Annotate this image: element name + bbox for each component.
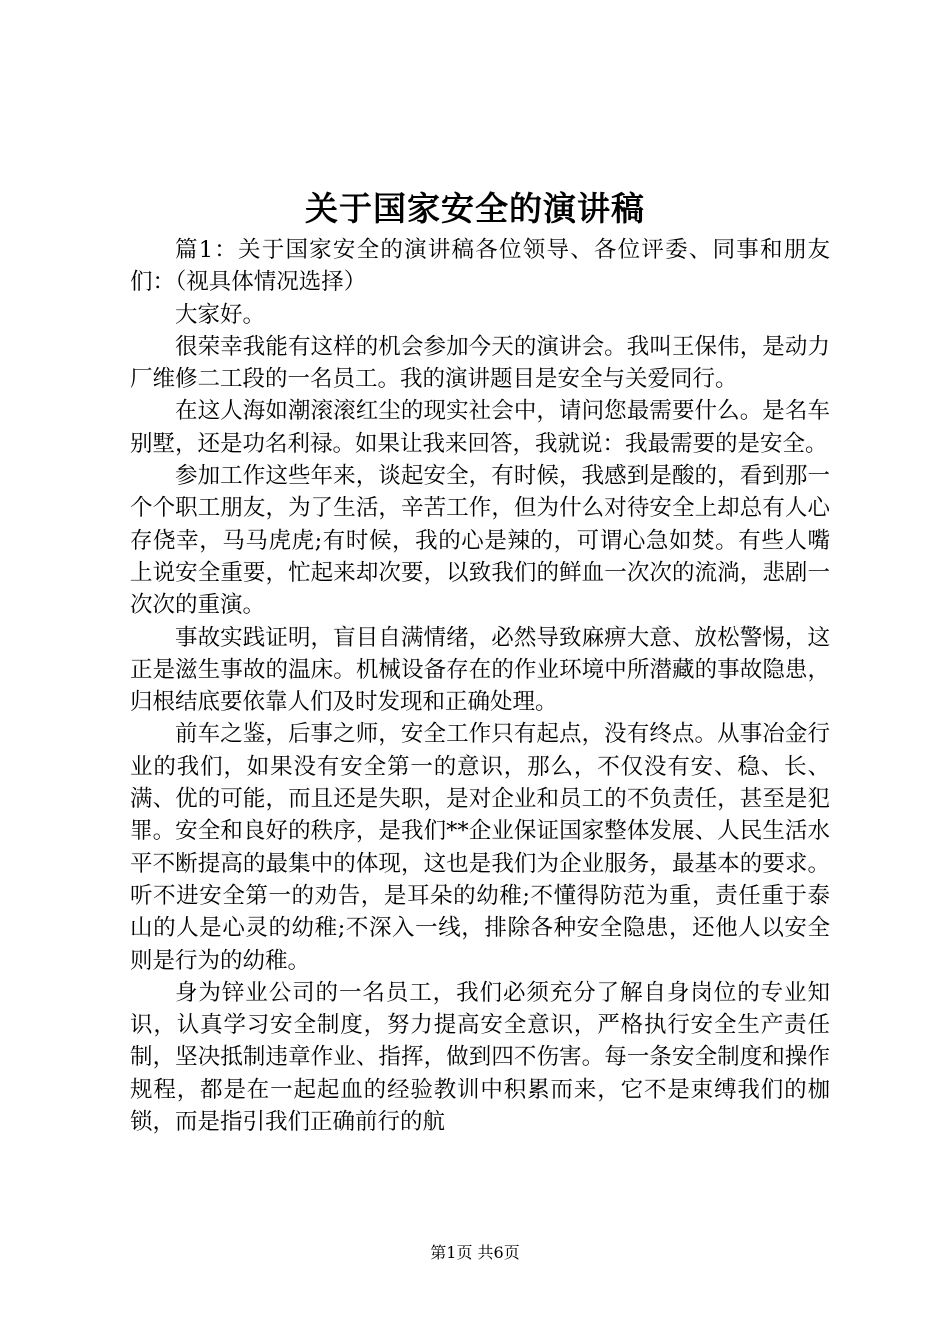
page-number-footer: 第1页 共6页 xyxy=(430,1243,520,1262)
paragraph: 参加工作这些年来，谈起安全，有时候，我感到是酸的，看到那一个个职工朋友，为了生活，辛苦工作，但为什么对待安全上却总有人心存侥幸，马马虎虎;有时候，我的心是辣的，可谓心急如焚。有些人嘴上说安全重要，忙起来却次要，以致我们的鲜血一次次的流淌，悲剧一次次的重演。 xyxy=(130,463,830,619)
paragraph: 身为锌业公司的一名员工，我们必须充分了解自身岗位的专业知识，认真学习安全制度，努力提高安全意识，严格执行安全生产责任制，坚决抵制违章作业、指挥，做到四不伤害。每一条安全制度和操作规程，都是在一起起血的经验教训中积累而来，它不是束缚我们的枷锁，而是指引我们正确前行的航 xyxy=(130,979,830,1136)
document-title: 关于国家安全的演讲稿 xyxy=(305,189,645,228)
paragraph: 很荣幸我能有这样的机会参加今天的演讲会。我叫王保伟，是动力厂维修二工段的一名员工。我的演讲题目是安全与关爱同行。 xyxy=(130,333,830,393)
paragraph: 篇1：关于国家安全的演讲稿各位领导、各位评委、同事和朋友们：（视具体情况选择） xyxy=(130,237,830,296)
document-body xyxy=(130,234,830,1138)
paragraph: 在这人海如潮滚滚红尘的现实社会中，请问您最需要什么。是名车别墅，还是功名利禄。如果让我来回答，我就说：我最需要的是安全。 xyxy=(130,398,830,457)
paragraph: 事故实践证明，盲目自满情绪，必然导致麻痹大意、放松警惕，这正是滋生事故的温床。机械设备存在的作业环境中所潜藏的事故隐患，归根结底要依靠人们及时发现和正确处理。 xyxy=(130,624,830,716)
paragraph: 前车之鉴，后事之师，安全工作只有起点，没有终点。从事冶金行业的我们，如果没有安全第一的意识，那么，不仅没有安、稳、长、满、优的可能，而且还是失职，是对企业和员工的不负责任，甚至是犯罪。安全和良好的秩序，是我们**企业保证国家整体发展、人民生活水平不断提高的最集中的体现，这也是我们为企业服务，最基本的要求。听不进安全第一的劝告，是耳朵的幼稚;不懂得防范为重，责任重于泰山的人是心灵的幼稚;不深入一线，排除各种安全隐患，还他人以安全则是行为的幼稚。 xyxy=(130,721,830,974)
paragraph: 大家好。 xyxy=(175,301,266,328)
